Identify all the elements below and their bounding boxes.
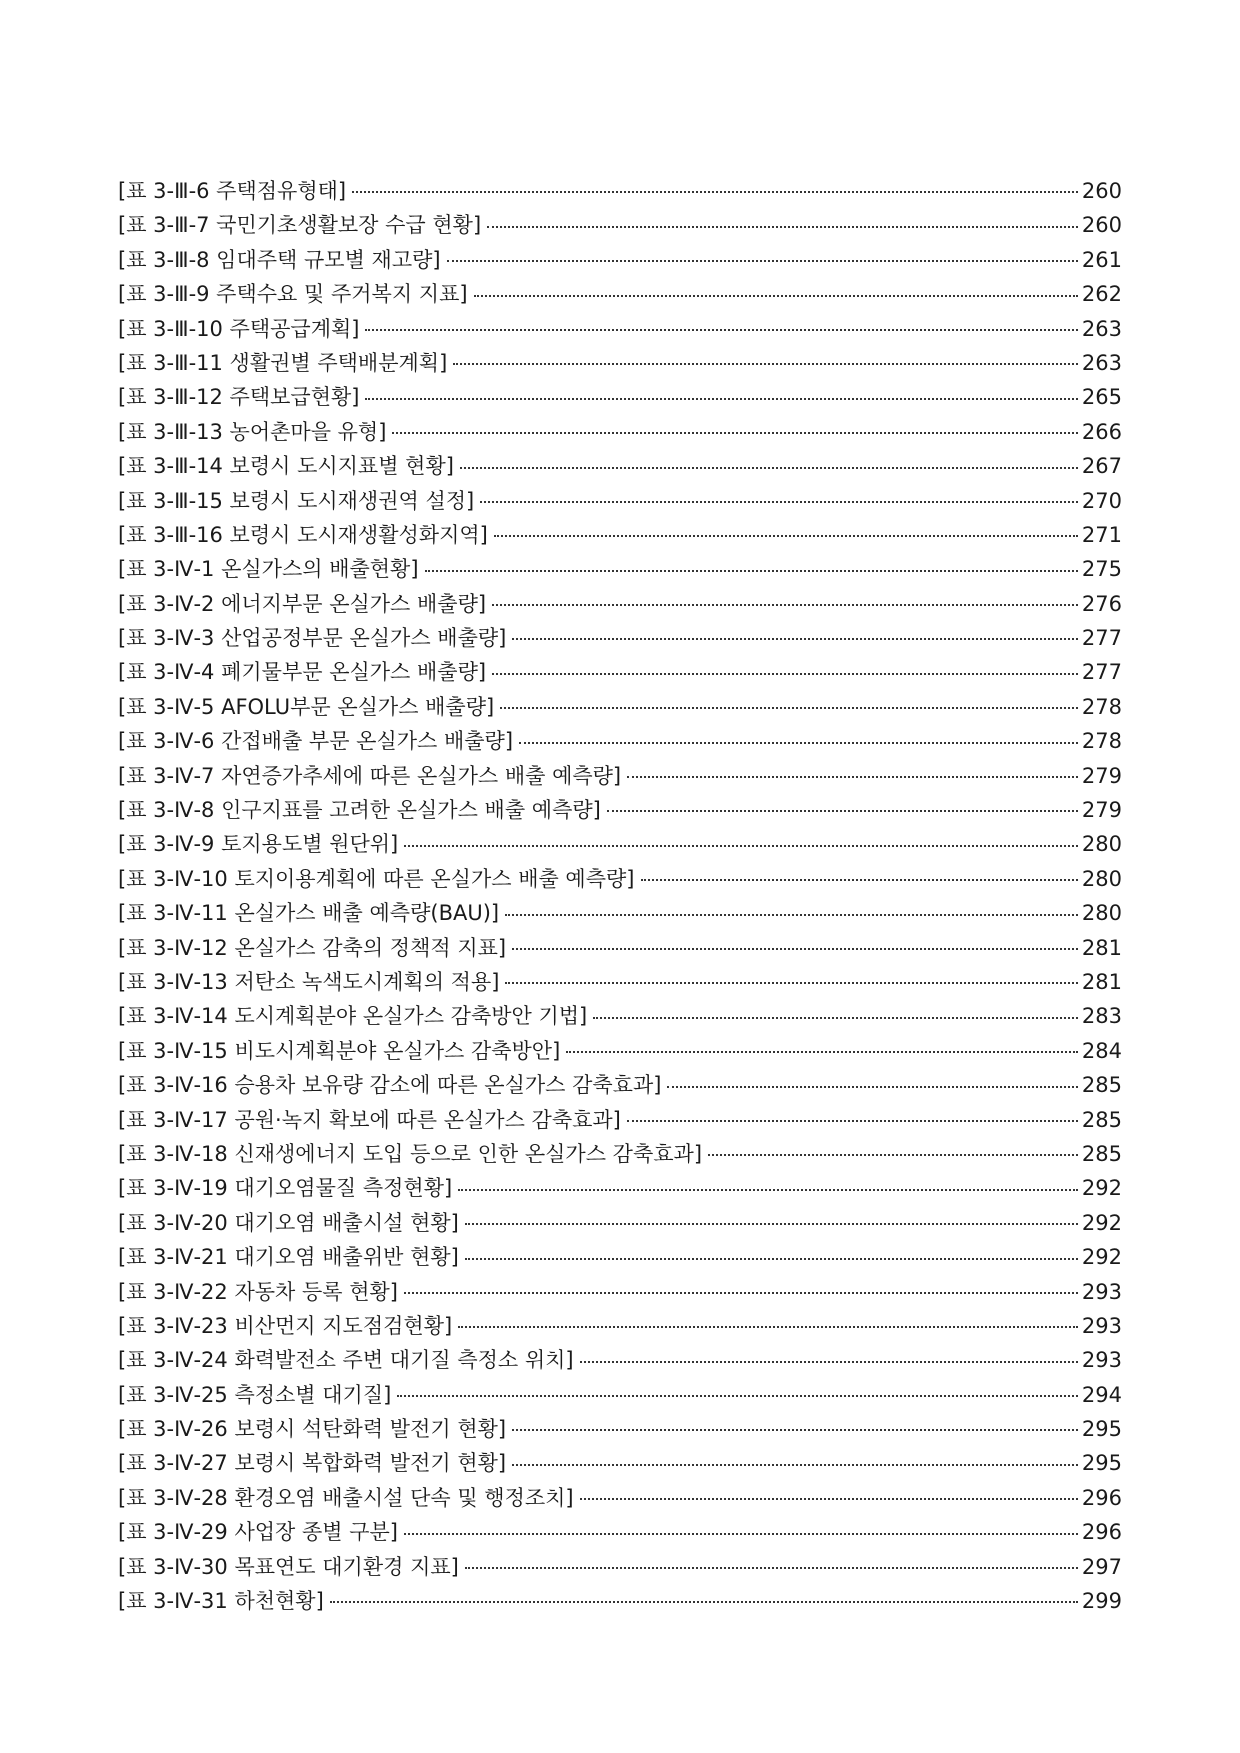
toc-entry-page-number: 281 [1081,935,1122,960]
toc-entry[interactable] [118,587,1122,621]
toc-entry-title: [표 3-Ⅲ-12 주택보급현황] [118,385,360,410]
toc-entry-page-number: 271 [1081,522,1122,547]
dot-leader [667,1085,1077,1088]
toc-entry-title: [표 3-Ⅳ-31 하천현황] [118,1589,324,1614]
toc-entry-title: [표 3-Ⅳ-10 토지이용계획에 따른 온실가스 배출 예측량] [118,866,635,891]
toc-entry[interactable] [118,380,1122,414]
dot-leader [487,225,1078,228]
toc-entry-title: [표 3-Ⅳ-2 에너지부문 온실가스 배출량] [118,591,487,616]
dot-leader [593,1016,1078,1019]
dot-leader [500,706,1078,709]
dot-leader [708,1153,1078,1156]
toc-entry-page-number: 276 [1081,591,1122,616]
toc-entry-title: [표 3-Ⅳ-6 간접배출 부문 온실가스 배출량] [118,729,514,754]
toc-entry-title: [표 3-Ⅳ-8 인구지표를 고려한 온실가스 배출 예측량] [118,798,601,823]
toc-entry[interactable] [118,1137,1122,1171]
toc-entry-title: [표 3-Ⅳ-28 환경오염 배출시설 단속 및 행정조치] [118,1485,574,1510]
toc-entry[interactable] [118,415,1122,449]
toc-entry[interactable] [118,621,1122,655]
toc-entry-page-number: 285 [1081,1141,1122,1166]
toc-entry-title: [표 3-Ⅲ-7 국민기초생활보장 수급 현황] [118,213,482,238]
dot-leader [425,569,1078,572]
dot-leader [641,878,1078,881]
toc-entry-title: [표 3-Ⅳ-16 승용차 보유량 감소에 따른 온실가스 감축효과] [118,1073,662,1098]
toc-entry-title: [표 3-Ⅳ-17 공원·녹지 확보에 따른 온실가스 감축효과] [118,1107,621,1132]
toc-entry-page-number: 280 [1081,901,1122,926]
toc-entry-title: [표 3-Ⅳ-1 온실가스의 배출현황] [118,557,419,582]
toc-entry-title: [표 3-Ⅳ-15 비도시계획분야 온실가스 감축방안] [118,1038,561,1063]
toc-entry[interactable] [118,174,1122,208]
dot-leader [627,1119,1078,1122]
dot-leader [330,1600,1078,1603]
toc-entry[interactable] [118,1309,1122,1343]
dot-leader [458,1325,1078,1328]
dot-leader [447,259,1078,262]
dot-leader [494,534,1078,537]
toc-entry-title: [표 3-Ⅲ-8 임대주택 규모별 재고량] [118,247,441,272]
toc-entry-title: [표 3-Ⅲ-9 주택수요 및 주거복지 지표] [118,282,468,307]
toc-entry-page-number: 293 [1081,1313,1122,1338]
toc-entry-page-number: 280 [1081,866,1122,891]
toc-entry[interactable] [118,965,1122,999]
toc-entry-title: [표 3-Ⅳ-13 저탄소 녹색도시계획의 적용] [118,969,500,994]
toc-entry-title: [표 3-Ⅳ-18 신재생에너지 도입 등으로 인한 온실가스 감축효과] [118,1141,703,1166]
toc-entry-title: [표 3-Ⅲ-14 보령시 도시지표별 현황] [118,454,454,479]
toc-entry-page-number: 262 [1081,282,1122,307]
toc-entry[interactable] [118,1378,1122,1412]
toc-entry-page-number: 263 [1081,350,1122,375]
toc-entry[interactable] [118,1343,1122,1377]
toc-entry-page-number: 296 [1081,1520,1122,1545]
toc-entry[interactable] [118,999,1122,1033]
toc-entry-title: [표 3-Ⅲ-13 농어촌마을 유형] [118,419,387,444]
toc-entry-title: [표 3-Ⅳ-30 목표연도 대기환경 지표] [118,1554,459,1579]
toc-entry-page-number: 266 [1081,419,1122,444]
toc-entry-page-number: 277 [1081,626,1122,651]
toc-entry[interactable] [118,449,1122,483]
dot-leader [465,1257,1078,1260]
dot-leader [505,913,1078,916]
dot-leader [512,1463,1078,1466]
dot-leader [404,1291,1078,1294]
dot-leader [458,1188,1078,1191]
toc-entry-title: [표 3-Ⅳ-14 도시계획분야 온실가스 감축방안 기법] [118,1004,588,1029]
dot-leader [465,1222,1078,1225]
dot-leader [460,466,1078,469]
toc-entry-page-number: 295 [1081,1451,1122,1476]
toc-entry[interactable] [118,1412,1122,1446]
toc-entry-page-number: 281 [1081,969,1122,994]
dot-leader [519,741,1078,744]
toc-entry-title: [표 3-Ⅲ-11 생활권별 주택배분계획] [118,350,448,375]
toc-entry[interactable] [118,312,1122,346]
toc-entry-page-number: 292 [1081,1210,1122,1235]
toc-entry-page-number: 267 [1081,454,1122,479]
toc-entry-page-number: 261 [1081,247,1122,272]
toc-entry-title: [표 3-Ⅳ-26 보령시 석탄화력 발전기 현황] [118,1417,507,1442]
toc-entry[interactable] [118,1446,1122,1480]
toc-entry-page-number: 283 [1081,1004,1122,1029]
toc-entry-page-number: 293 [1081,1348,1122,1373]
toc-entry[interactable] [118,243,1122,277]
toc-entry[interactable] [118,1240,1122,1274]
toc-entry[interactable] [118,1275,1122,1309]
dot-leader [453,362,1078,365]
toc-entry-title: [표 3-Ⅳ-3 산업공정부문 온실가스 배출량] [118,626,507,651]
dot-leader [404,844,1078,847]
dot-leader [480,500,1078,503]
table-of-contents [118,174,1122,1618]
toc-entry[interactable] [118,827,1122,861]
toc-entry[interactable] [118,1515,1122,1549]
toc-entry[interactable] [118,1584,1122,1618]
dot-leader [627,775,1078,778]
dot-leader [392,431,1077,434]
toc-entry[interactable] [118,1171,1122,1205]
toc-entry-page-number: 295 [1081,1417,1122,1442]
toc-entry-title: [표 3-Ⅳ-5 AFOLU부문 온실가스 배출량] [118,694,495,719]
toc-entry[interactable] [118,346,1122,380]
toc-entry-page-number: 279 [1081,763,1122,788]
toc-entry-title: [표 3-Ⅳ-29 사업장 종별 구분] [118,1520,398,1545]
dot-leader [512,947,1078,950]
dot-leader [512,637,1078,640]
dot-leader [580,1497,1078,1500]
toc-entry-page-number: 292 [1081,1176,1122,1201]
toc-entry-title: [표 3-Ⅳ-22 자동차 등록 현황] [118,1279,398,1304]
dot-leader [397,1394,1078,1397]
toc-entry-title: [표 3-Ⅳ-23 비산먼지 지도점검현황] [118,1313,453,1338]
toc-entry[interactable] [118,931,1122,965]
toc-entry-page-number: 270 [1081,488,1122,513]
toc-entry[interactable] [118,208,1122,242]
toc-entry[interactable] [118,1068,1122,1102]
toc-entry-title: [표 3-Ⅳ-24 화력발전소 주변 대기질 측정소 위치] [118,1348,574,1373]
toc-entry-page-number: 265 [1081,385,1122,410]
toc-entry[interactable] [118,1550,1122,1584]
toc-entry[interactable] [118,759,1122,793]
toc-entry-title: [표 3-Ⅳ-20 대기오염 배출시설 현황] [118,1210,459,1235]
toc-entry[interactable] [118,1481,1122,1515]
dot-leader [492,603,1078,606]
dot-leader [580,1360,1078,1363]
toc-entry[interactable] [118,793,1122,827]
dot-leader [365,397,1077,400]
toc-entry-page-number: 297 [1081,1554,1122,1579]
dot-leader [465,1566,1078,1569]
toc-entry-title: [표 3-Ⅳ-21 대기오염 배출위반 현황] [118,1245,459,1270]
toc-entry[interactable] [118,484,1122,518]
toc-entry-page-number: 285 [1081,1107,1122,1132]
toc-entry-title: [표 3-Ⅲ-16 보령시 도시재생활성화지역] [118,522,488,547]
toc-entry-page-number: 280 [1081,832,1122,857]
dot-leader [474,294,1078,297]
dot-leader [404,1532,1078,1535]
toc-entry-page-number: 277 [1081,660,1122,685]
dot-leader [365,328,1077,331]
toc-entry[interactable] [118,862,1122,896]
toc-entry[interactable] [118,1206,1122,1240]
toc-entry-page-number: 296 [1081,1485,1122,1510]
toc-entry[interactable] [118,655,1122,689]
toc-entry-page-number: 263 [1081,316,1122,341]
toc-entry[interactable] [118,552,1122,586]
dot-leader [505,981,1077,984]
dot-leader [607,809,1078,812]
dot-leader [566,1050,1078,1053]
toc-entry-title: [표 3-Ⅳ-11 온실가스 배출 예측량(BAU)] [118,901,500,926]
toc-entry-title: [표 3-Ⅳ-9 토지용도별 원단위] [118,832,399,857]
toc-entry[interactable] [118,518,1122,552]
toc-entry-page-number: 293 [1081,1279,1122,1304]
toc-entry-page-number: 278 [1081,729,1122,754]
toc-entry-title: [표 3-Ⅳ-19 대기오염물질 측정현황] [118,1176,453,1201]
toc-entry-page-number: 285 [1081,1073,1122,1098]
toc-entry[interactable] [118,690,1122,724]
toc-entry-title: [표 3-Ⅳ-27 보령시 복합화력 발전기 현황] [118,1451,507,1476]
toc-entry[interactable] [118,896,1122,930]
dot-leader [352,190,1078,193]
toc-entry-page-number: 275 [1081,557,1122,582]
toc-entry[interactable] [118,1034,1122,1068]
toc-entry-page-number: 279 [1081,798,1122,823]
toc-entry-page-number: 260 [1081,179,1122,203]
toc-entry-page-number: 278 [1081,694,1122,719]
toc-entry-title: [표 3-Ⅳ-25 측정소별 대기질] [118,1382,392,1407]
dot-leader [492,672,1078,675]
toc-entry-page-number: 299 [1081,1589,1122,1614]
toc-entry-title: [표 3-Ⅳ-7 자연증가추세에 따른 온실가스 배출 예측량] [118,763,622,788]
dot-leader [512,1428,1078,1431]
toc-entry-page-number: 260 [1081,213,1122,238]
toc-entry-title: [표 3-Ⅲ-10 주택공급계획] [118,316,360,341]
toc-entry-title: [표 3-Ⅲ-15 보령시 도시재생권역 설정] [118,488,475,513]
toc-entry-title: [표 3-Ⅲ-6 주택점유형태] [118,179,347,203]
toc-entry-page-number: 284 [1081,1038,1122,1063]
toc-entry[interactable] [118,1103,1122,1137]
toc-entry-title: [표 3-Ⅳ-12 온실가스 감축의 정책적 지표] [118,935,507,960]
toc-entry[interactable] [118,277,1122,311]
toc-entry-page-number: 294 [1081,1382,1122,1407]
toc-entry[interactable] [118,724,1122,758]
toc-entry-page-number: 292 [1081,1245,1122,1270]
toc-entry-title: [표 3-Ⅳ-4 폐기물부문 온실가스 배출량] [118,660,487,685]
